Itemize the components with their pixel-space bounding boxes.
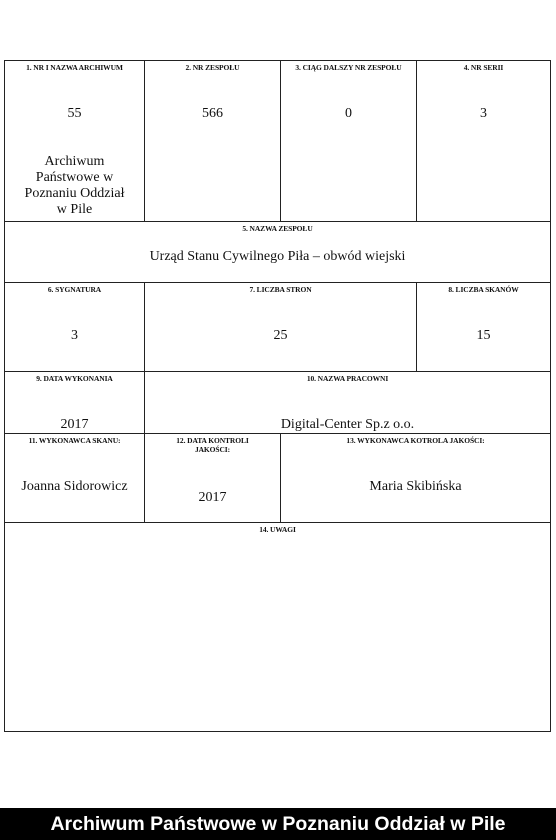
signature-cell xyxy=(4,282,145,372)
qc-date-cell xyxy=(144,433,281,523)
scans-value: 15 xyxy=(476,328,491,343)
qc-person-header: 13. WYKONAWCA KOTROLA JAKOŚCI: xyxy=(346,436,485,445)
archive-number: 55 xyxy=(67,106,82,121)
studio-value: Digital-Center Sp.z o.o. xyxy=(280,417,415,432)
series-header: 4. NR SERII xyxy=(463,63,504,72)
continuation-value: 0 xyxy=(345,106,352,121)
fond-name-header: 5. NAZWA ZESPOŁU xyxy=(242,224,313,233)
notes-cell xyxy=(4,522,551,732)
series-cell xyxy=(416,60,551,222)
studio-header: 10. NAZWA PRACOWNI xyxy=(306,374,389,383)
fond-number-cell xyxy=(144,60,281,222)
fond-number-value: 566 xyxy=(202,106,223,121)
metadata-form xyxy=(4,60,551,732)
date-value: 2017 xyxy=(60,417,89,432)
archive-cell xyxy=(4,60,145,222)
scans-header: 8. LICZBA SKANÓW xyxy=(448,285,519,294)
continuation-header: 3. CIĄG DALSZY NR ZESPOŁU xyxy=(295,63,402,72)
footer-banner: Archiwum Państwowe w Poznaniu Oddział w Pile xyxy=(0,808,556,840)
date-header: 9. DATA WYKONANIA xyxy=(36,374,113,383)
series-value: 3 xyxy=(480,106,487,121)
fond-name-value: Urząd Stanu Cywilnego Piła – obwód wiejski xyxy=(149,249,406,264)
fond-number-header: 2. NR ZESPOŁU xyxy=(185,63,240,72)
pages-cell xyxy=(144,282,417,372)
qc-date-header: 12. DATA KONTROLI JAKOŚCI: xyxy=(176,436,249,454)
scanner-value: Joanna Sidorowicz xyxy=(21,479,128,494)
studio-cell xyxy=(144,371,551,434)
qc-person-cell xyxy=(280,433,551,523)
archive-header: 1. NR I NAZWA ARCHIWUM xyxy=(26,63,123,72)
date-cell xyxy=(4,371,145,434)
archive-name: Archiwum Państwowe w Poznaniu Oddział w Pile xyxy=(24,154,125,217)
qc-date-value: 2017 xyxy=(198,490,227,505)
signature-value: 3 xyxy=(71,328,78,343)
qc-person-value: Maria Skibińska xyxy=(369,479,462,494)
scans-cell xyxy=(416,282,551,372)
continuation-cell xyxy=(280,60,417,222)
notes-header: 14. UWAGI xyxy=(259,525,296,534)
fond-name-cell xyxy=(4,221,551,283)
pages-header: 7. LICZBA STRON xyxy=(249,285,312,294)
scanner-cell xyxy=(4,433,145,523)
pages-value: 25 xyxy=(273,328,288,343)
scanner-header: 11. WYKONAWCA SKANU: xyxy=(28,436,121,445)
signature-header: 6. SYGNATURA xyxy=(47,285,102,294)
